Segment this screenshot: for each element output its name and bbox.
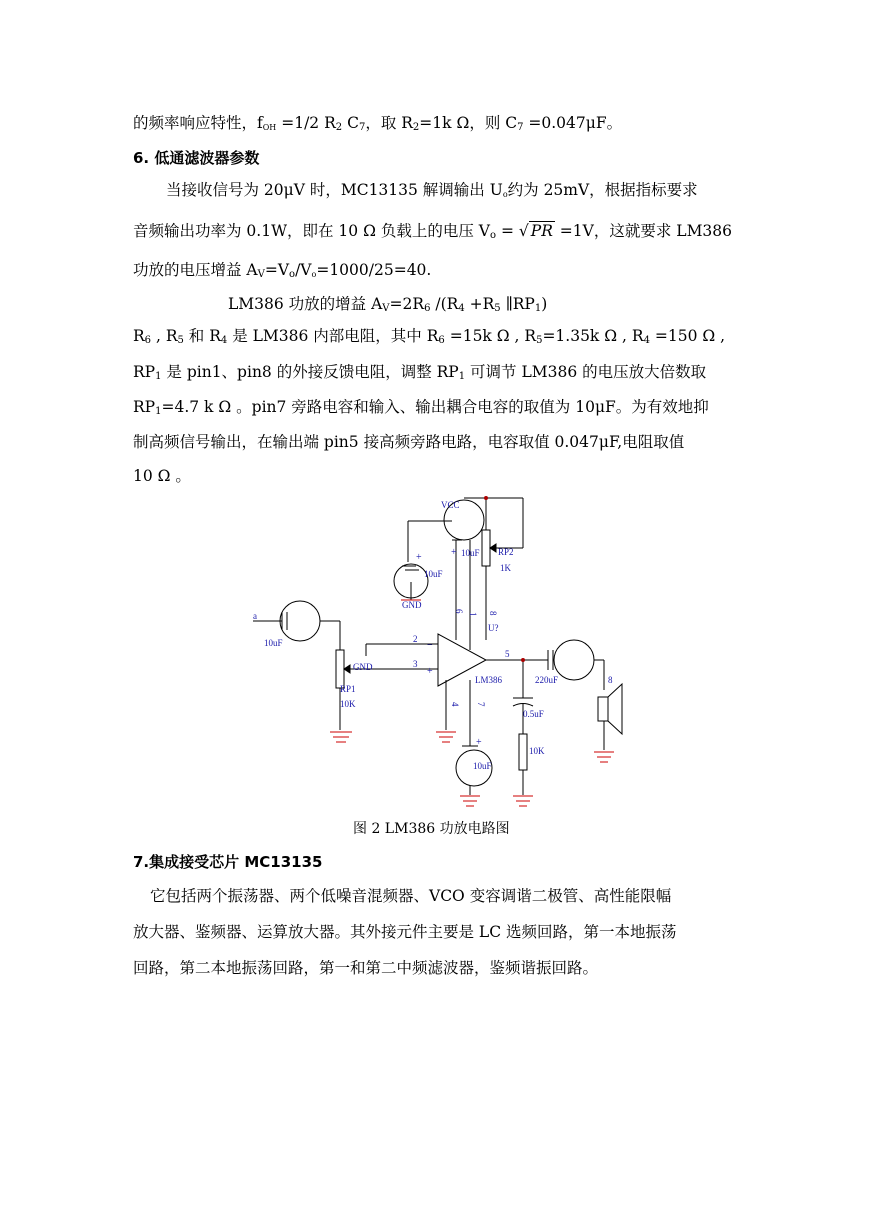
speaker-body (598, 697, 608, 721)
section-heading-6: 6. 低通滤波器参数 (133, 149, 260, 167)
label-pin6: 6 (454, 609, 464, 614)
figure-caption: 图 2 LM386 功放电路图 (353, 821, 510, 837)
paragraph-line: 10 Ω 。 (133, 467, 191, 485)
paragraph-line: $R_6$ , $R_5$ 和 $R_4$ 是 LM386 内部电阻，其中 $R_6 =15k$ Ω , $R_5=1.35k$ Ω , $R_4 =150$ Ω , (133, 327, 726, 346)
label-gnd-mid: GND (353, 662, 373, 672)
label-rp1: RP1 (340, 684, 356, 694)
label-pin7: 7 (476, 702, 486, 707)
paragraph-line: 制高频信号输出，在输出端 pin5 接高频旁路电路，电容取值 0.047μF,电阻取值 (133, 433, 685, 451)
label-cap-byp: 0.5uF (523, 709, 544, 719)
bypass-resistor (519, 734, 527, 770)
label-vcc: VCC (441, 500, 460, 510)
paragraph-line: 的频率响应特性，fOH =1/2 $R_2$ $C_7$，取 $R_2=1k$ Ω，则 $C_7 =0.047\mu F$。 (133, 114, 623, 133)
label-pin2: 2 (413, 634, 418, 644)
paragraph-line: 音频输出功率为 0.1W，即在 10 Ω 负载上的电压 $V_o$ = √ PR =1V，这就要求 LM386 (133, 222, 733, 241)
plus-sign: + (427, 666, 433, 677)
label-pin5: 5 (505, 649, 510, 659)
minus-sign: − (427, 640, 433, 651)
label-pin4: 4 (450, 702, 460, 707)
label-pin3: 3 (413, 659, 418, 669)
paragraph-line: $RP_1=4.7$ k Ω 。pin7 旁路电容和输入、输出耦合电容的取值为 10μF。为有效地抑 (133, 398, 709, 417)
paragraph-line: 回路，第二本地振荡回路，第一和第二中频滤波器，鉴频谐振回路。 (133, 959, 599, 977)
label-cap-pin7: 10uF (473, 761, 492, 771)
label-rp1-value: 10K (340, 699, 356, 709)
square-root: √ PR (518, 222, 553, 240)
label-speaker-pin: 8 (608, 675, 613, 685)
label-ref: U? (488, 623, 499, 633)
speaker-cone (608, 684, 622, 734)
input-capacitor-circle (280, 601, 320, 641)
label-chip: LM386 (475, 675, 502, 685)
paragraph-line: 放大器、鉴频器、运算放大器。其外接元件主要是 LC 选频回路，第一本地振荡 (133, 923, 677, 941)
label-cap-out: 220uF (535, 675, 559, 685)
paragraph-line: 当接收信号为 20μV 时，MC13135 解调输出 Uo约为 25mV，根据指标要求 (166, 181, 698, 199)
label-rp2: RP2 (498, 547, 514, 557)
label-pin8: 8 (488, 611, 498, 616)
label-rp2-value: 1K (500, 563, 511, 573)
plus-sign: + (476, 737, 482, 748)
rp2-resistor (482, 530, 490, 566)
section-heading-7: 7.集成接受芯片 MC13135 (133, 853, 323, 871)
label-cap-in: 10uF (264, 638, 283, 648)
plus-sign: + (451, 547, 457, 558)
output-capacitor-circle (554, 640, 594, 680)
label-cap-top-left: 10uF (424, 569, 443, 579)
label-cap-top-mid: 10uF (461, 548, 480, 558)
label-input: a (253, 611, 257, 621)
paragraph-line: $RP_1$ 是 pin1、pin8 的外接反馈电阻，调整 $RP_1$ 可调节 LM386 的电压放大倍数取 (133, 363, 707, 382)
label-pin1: 1 (468, 612, 478, 617)
paragraph-line: 它包括两个振荡器、两个低噪音混频器、VCO 变容调谐二极管、高性能限幅 (150, 887, 672, 905)
label-gnd-top: GND (402, 600, 422, 610)
paragraph-line: 功放的电压增益 $A_V=V_o/Vo=1000/25=40$. (133, 261, 432, 280)
plus-sign: + (416, 552, 422, 563)
rp1-resistor (336, 650, 344, 688)
gain-formula: LM386 功放的增益 $A_V=2R_6$ $/(R_4 +R_5$ $\parallel RP_1$) (228, 295, 548, 314)
label-res-byp: 10K (529, 746, 545, 756)
